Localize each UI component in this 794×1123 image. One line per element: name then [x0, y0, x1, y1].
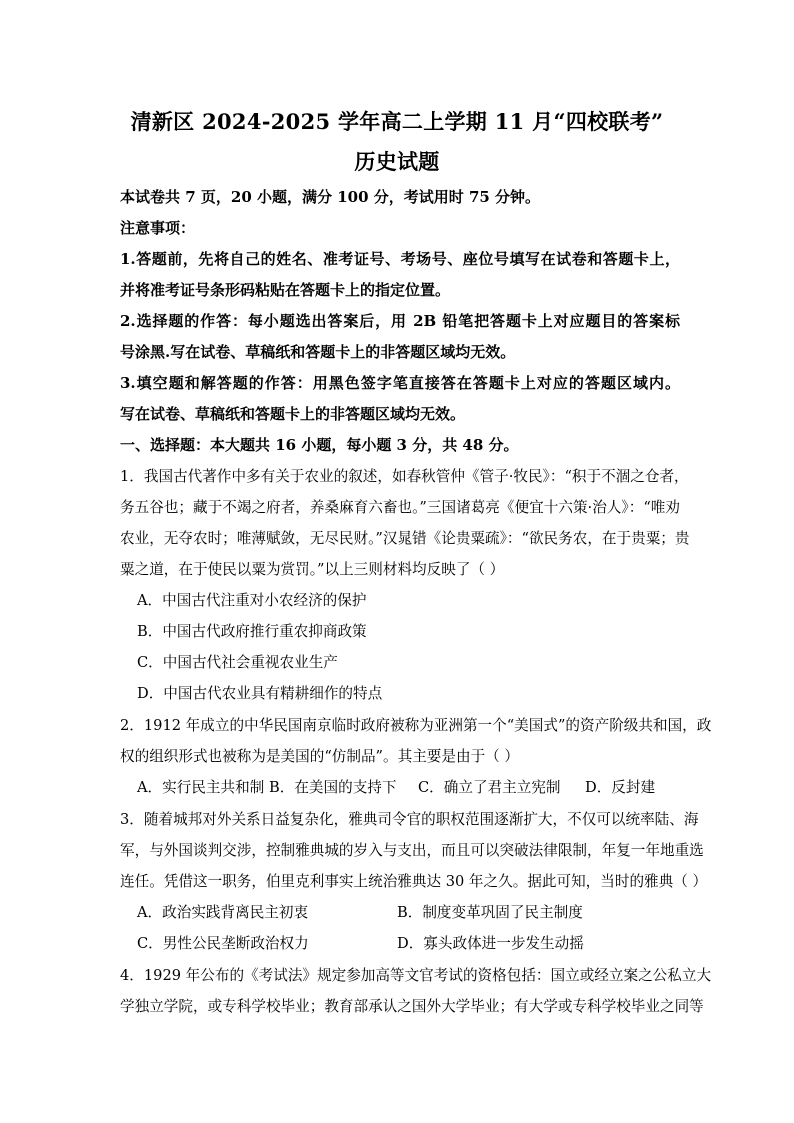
- question-1-option-c: C．中国古代社会重视农业生产: [137, 654, 338, 671]
- notice-2-line2: 号涂黑.写在试卷、草稿纸和答题卡上的非答题区域均无效。: [120, 343, 516, 361]
- notice-1-line2: 并将准考证号条形码粘贴在答题卡上的指定位置。: [120, 281, 451, 299]
- question-3-line2: 军，与外国谈判交涉，控制雅典城的岁入与支出，而且可以突破法律限制，年复一年地重选: [120, 842, 704, 859]
- question-3-line1: 3．随着城邦对外关系日益复杂化，雅典司令官的职权范围逐渐扩大，不仅可以统率陆、海: [120, 811, 699, 828]
- question-3-option-a: A．政治实践背离民主初衷: [137, 904, 309, 921]
- question-2-option-a: A．实行民主共和制: [137, 779, 265, 796]
- exam-title: 清新区 2024-2025 学年高二上学期 11 月“四校联考”: [130, 109, 664, 134]
- question-3-line3: 连任。凭借这一职务，伯里克利事实上统治雅典达 30 年之久。据此可知，当时的雅典（ ）: [120, 873, 708, 890]
- question-3-option-d: D．寡头政体进一步发生动摇: [397, 935, 584, 952]
- question-1-option-a: A．中国古代注重对小农经济的保护: [137, 592, 367, 609]
- question-2-option-d: D．反封建: [585, 779, 656, 796]
- question-1-option-b: B．中国古代政府推行重农抑商政策: [137, 623, 367, 640]
- notice-heading: 注意事项：: [120, 219, 196, 237]
- exam-info: 本试卷共 7 页，20 小题，满分 100 分，考试用时 75 分钟。: [120, 188, 541, 206]
- question-3-option-b: B．制度变革巩固了民主制度: [397, 904, 583, 921]
- question-1-line2: 务五谷也；藏于不竭之府者，养桑麻育六畜也。”三国诸葛亮《便宜十六策·治人》：“唯劝: [120, 499, 680, 516]
- question-2-line2: 权的组织形式也被称为是美国的“仿制品”。其主要是由于（ ）: [120, 748, 520, 765]
- question-2-option-b: B．在美国的支持下: [269, 779, 397, 796]
- notice-3-line1: 3.填空题和解答题的作答：用黑色签字笔直接答在答题卡上对应的答题区域内。: [120, 374, 680, 392]
- notice-3-line2: 写在试卷、草稿纸和答题卡上的非答题区域均无效。: [120, 405, 466, 423]
- section-heading: 一、选择题：本大题共 16 小题，每小题 3 分，共 48 分。: [120, 436, 519, 454]
- question-1-line1: 1．我国古代著作中多有关于农业的叙述，如春秋管仲《管子·牧民》：“积于不涸之仓者，: [120, 468, 689, 485]
- question-4-line1: 4．1929 年公布的《考试法》规定参加高等文官考试的资格包括：国立或经立案之公私立大: [120, 967, 712, 984]
- question-3-option-c: C．男性公民垄断政治权力: [137, 935, 309, 952]
- question-2-option-c: C．确立了君主立宪制: [418, 779, 561, 796]
- question-1-line3: 农业，无夺农时；唯薄赋敛，无尽民财。”汉晁错《论贵粟疏》：“欲民务农，在于贵粟；贵: [120, 530, 690, 547]
- exam-subject-title: 历史试题: [354, 149, 440, 174]
- question-4-line2: 学独立学院，或专科学校毕业；教育部承认之国外大学毕业；有大学或专科学校毕业之同等: [120, 998, 704, 1015]
- question-1-line4: 粟之道，在于使民以粟为赏罚。”以上三则材料均反映了（ ）: [120, 561, 505, 578]
- notice-1-line1: 1.答题前，先将自己的姓名、准考证号、考场号、座位号填写在试卷和答题卡上，: [120, 250, 680, 268]
- notice-2-line1: 2.选择题的作答：每小题选出答案后，用 2B 铅笔把答题卡上对应题目的答案标: [120, 312, 680, 330]
- question-1-option-d: D．中国古代农业具有精耕细作的特点: [137, 685, 383, 702]
- question-2-line1: 2．1912 年成立的中华民国南京临时政府被称为亚洲第一个“美国式”的资产阶级共和国，政: [120, 717, 712, 734]
